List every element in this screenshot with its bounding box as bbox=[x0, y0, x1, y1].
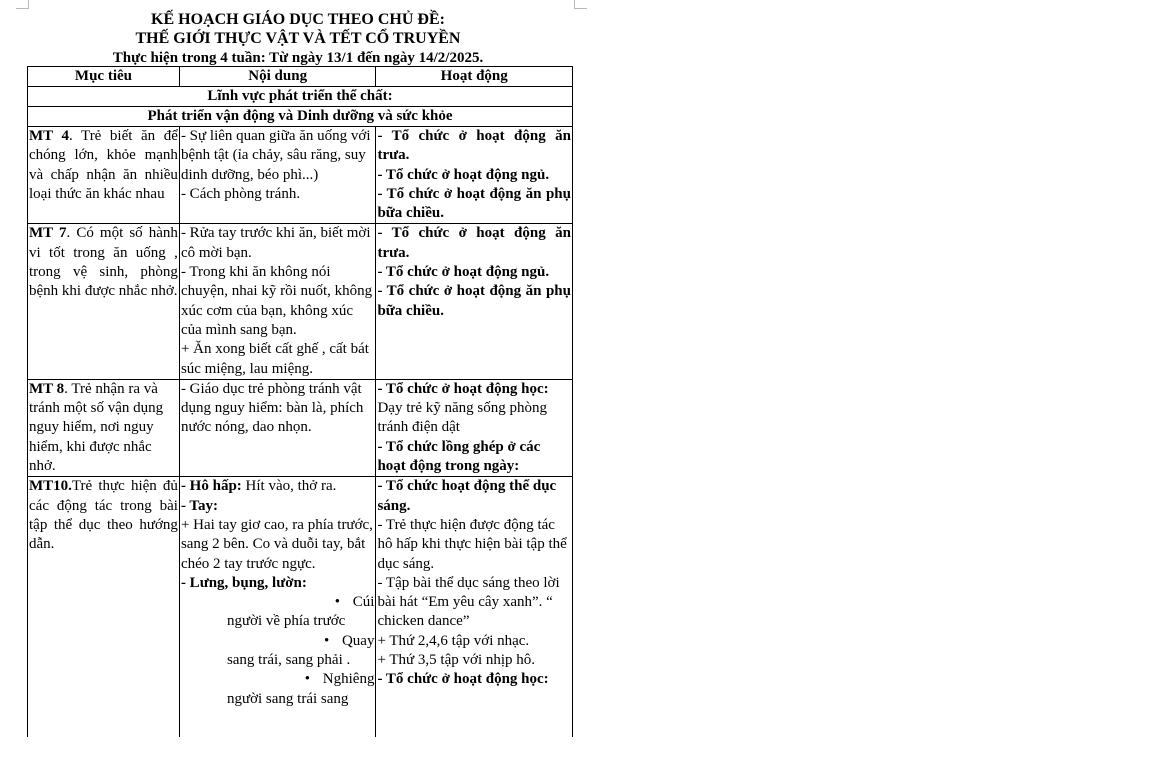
activity-cell bbox=[376, 477, 573, 738]
table-header-row bbox=[28, 67, 573, 87]
header-content: Nội dung bbox=[179, 67, 376, 87]
page-corner-mark-left bbox=[16, 0, 29, 9]
content-bold-label: - Hô hấp: bbox=[180, 478, 242, 495]
objective-text: . Trẻ biết ăn để chóng lớn, khỏe mạnh và chấp nhận ăn nhiều loại thức ăn khác nhau bbox=[29, 128, 178, 202]
bullet-item bbox=[181, 593, 375, 632]
content-cell bbox=[179, 477, 376, 738]
content-line: - Trong khi ăn không nói chuyện, nhai kỹ rồi nuốt, không xúc cơm của bạn, không xúc của mình sang bạn. bbox=[180, 264, 373, 338]
objective-cell bbox=[28, 224, 180, 379]
bullet-icon: • bbox=[334, 594, 341, 611]
activity-line: - Tổ chức lồng ghép ở các hoạt động trong ngày: bbox=[377, 438, 541, 475]
bullet-head bbox=[227, 593, 375, 612]
section-physical: Lĩnh vực phát triển thể chất: bbox=[28, 87, 573, 107]
header-objective: Mục tiêu bbox=[28, 67, 180, 87]
content-line: - Cách phòng tránh. bbox=[180, 185, 301, 202]
bullet-word: Quay bbox=[341, 632, 375, 649]
content-line: - Tay: bbox=[180, 497, 219, 514]
content-line: + Hai tay giơ cao, ra phía trước, sang 2 bên. Co và duỗi tay, bắt chéo 2 tay trước ngực. bbox=[180, 516, 373, 572]
content-cell bbox=[179, 127, 376, 224]
bullet-head bbox=[227, 632, 375, 651]
header-activity: Hoạt động bbox=[376, 67, 573, 87]
table-row bbox=[28, 127, 573, 224]
activity-line: - Tổ chức ở hoạt động ngủ. bbox=[377, 264, 550, 281]
content-line: - Rửa tay trước khi ăn, biết mời cô mời bạn. bbox=[180, 225, 371, 261]
activity-line: - Tổ chức ở hoạt động ăn phụ bữa chiều. bbox=[377, 283, 571, 319]
objective-text: Trẻ thực hiện đủ các động tác trong bài tập thể dục theo hướng dẫn. bbox=[29, 478, 178, 553]
bullet-rest: người về phía trước bbox=[226, 613, 346, 630]
activity-line: - Tổ chức ở hoạt động ăn phụ bữa chiều. bbox=[377, 185, 571, 222]
content-line: - Lưng, bụng, lườn: bbox=[180, 574, 307, 591]
objective-code: MT10. bbox=[29, 478, 72, 495]
objective-text: . Có một số hành vi tốt trong ăn uống , trong vệ sinh, phòng bệnh khi được nhắc nhở. bbox=[29, 225, 178, 300]
activity-line: - Tổ chức hoạt động thể dục sáng. bbox=[377, 478, 557, 514]
bullet-icon: • bbox=[304, 671, 311, 688]
bullet-item bbox=[181, 632, 375, 671]
content-cell bbox=[179, 379, 376, 476]
content-cell bbox=[179, 224, 376, 379]
bullet-word: Cúi bbox=[352, 594, 375, 611]
activity-line: - Tổ chức ở hoạt động ăn trưa. bbox=[377, 128, 571, 164]
table-row bbox=[28, 477, 573, 738]
activity-line: + Thứ 2,4,6 tập với nhạc. bbox=[377, 632, 530, 649]
plan-table bbox=[27, 66, 573, 737]
content-line: - Giáo dục trẻ phòng tránh vật dụng nguy hiểm: bàn là, phích nước nóng, dao nhọn. bbox=[180, 380, 364, 436]
activity-line: - Tổ chức ở hoạt động ăn trưa. bbox=[377, 225, 571, 261]
content-line: + Ăn xong biết cất ghế , cất bát súc miệng, lau miệng. bbox=[180, 341, 369, 377]
activity-line: - Tập bài thể dục sáng theo lời bài hát “Em yêu cây xanh”. “ chicken dance” bbox=[377, 574, 560, 630]
objective-cell bbox=[28, 379, 180, 476]
objective-cell bbox=[28, 477, 180, 738]
page-corner-mark-right bbox=[574, 0, 587, 9]
content-line: - Sự liên quan giữa ăn uống với bệnh tật (ỉa chảy, sâu răng, suy dinh dưỡng, béo phì...) bbox=[180, 128, 371, 183]
bullet-rest: sang trái, sang phải . bbox=[226, 652, 351, 669]
activity-line: Dạy trẻ kỹ năng sống phòng tránh điện dật bbox=[377, 400, 548, 436]
content-line bbox=[181, 477, 375, 496]
activity-line: - Tổ chức ở hoạt động học: bbox=[377, 380, 549, 397]
objective-code: MT 8 bbox=[29, 380, 65, 397]
bullet-item bbox=[181, 670, 375, 709]
bullet-word: Nghiêng bbox=[322, 671, 375, 688]
activity-line: - Trẻ thực hiện được động tác hô hấp khi thực hiện bài tập thể dục sáng. bbox=[377, 516, 567, 572]
activity-cell bbox=[376, 224, 573, 379]
activity-line: - Tổ chức ở hoạt động ngủ. bbox=[377, 166, 550, 183]
content-text: Hít vào, thở ra. bbox=[241, 478, 337, 495]
table-row bbox=[28, 379, 573, 476]
section-row bbox=[28, 107, 573, 127]
table-row bbox=[28, 224, 573, 379]
activity-line: + Thứ 3,5 tập với nhịp hô. bbox=[377, 652, 536, 669]
bullet-head bbox=[227, 670, 375, 689]
document-title: KẾ HOẠCH GIÁO DỤC THEO CHỦ ĐỀ: bbox=[151, 11, 445, 28]
objective-cell bbox=[28, 127, 180, 224]
objective-code: MT 7 bbox=[29, 225, 67, 242]
section-row bbox=[28, 87, 573, 107]
activity-cell bbox=[376, 379, 573, 476]
document-period: Thực hiện trong 4 tuần: Từ ngày 13/1 đến ngày 14/2/2025. bbox=[112, 50, 484, 66]
activity-line: - Tổ chức ở hoạt động học: bbox=[377, 671, 549, 688]
activity-cell bbox=[376, 127, 573, 224]
objective-code: MT 4 bbox=[29, 128, 69, 144]
objective-text: . Trẻ nhận ra và tránh một số vận dụng nguy hiểm, nơi nguy hiểm, khi được nhắc nhở. bbox=[29, 380, 164, 475]
bullet-icon: • bbox=[323, 632, 330, 649]
document-theme: THẾ GIỚI THỰC VẬT VÀ TẾT CỔ TRUYỀN bbox=[135, 30, 461, 47]
section-motor-nutrition: Phát triển vận động và Dinh dưỡng và sức khỏe bbox=[28, 107, 573, 127]
bullet-rest: người sang trái sang bbox=[226, 690, 349, 707]
